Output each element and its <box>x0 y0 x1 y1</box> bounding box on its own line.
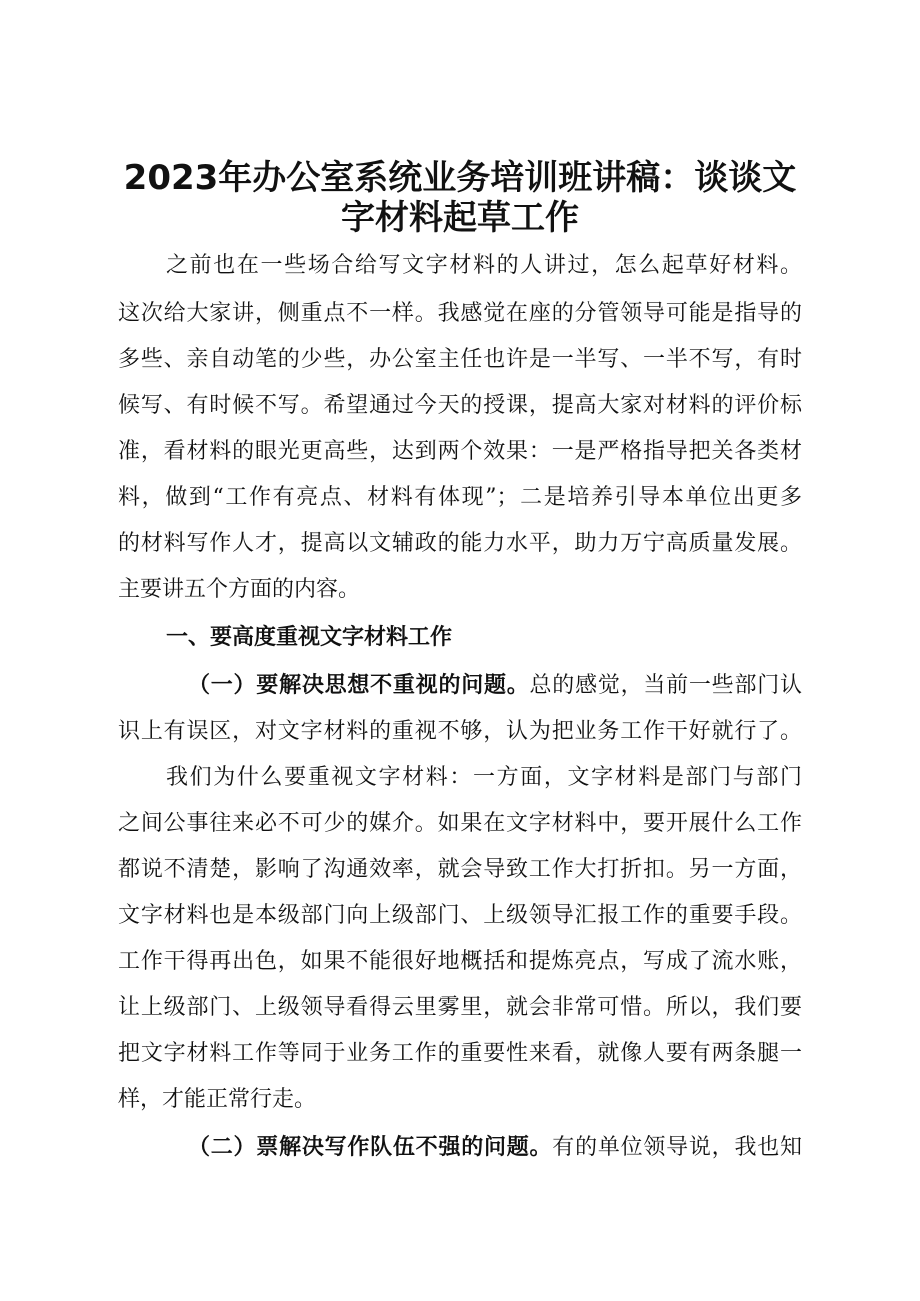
intro-line-6: 料，做到“工作有亮点、材料有体现”；二是培养引导本单位出更多 <box>118 485 802 510</box>
subsection-1-line-1 <box>188 666 802 706</box>
intro-line-5: 准，看材料的眼光更高些，达到两个效果：一是严格指导把关各类材 <box>118 439 802 464</box>
para2-line-3: 都说不清楚，影响了沟通效率，就会导致工作大打折扣。另一方面， <box>118 857 802 882</box>
subsection-2-line-1 <box>188 1128 802 1168</box>
subsection-2-line-1-rest: 有的单位领导说，我也知 <box>552 1135 802 1160</box>
para2-line-8: 样，才能正常行走。 <box>118 1087 317 1112</box>
section-heading-1: 一、要高度重视文字材料工作 <box>166 625 453 650</box>
intro-line-1: 之前也在一些场合给写文字材料的人讲过，怎么起草好材料。 <box>166 253 802 278</box>
intro-line-8: 主要讲五个方面的内容。 <box>118 577 361 602</box>
para2-line-2: 之间公事往来必不可少的媒介。如果在文字材料中，要开展什么工作 <box>118 811 802 836</box>
para2-line-4: 文字材料也是本级部门向上级部门、上级领导汇报工作的重要手段。 <box>118 903 802 928</box>
para2-line-1: 我们为什么要重视文字材料：一方面，文字材料是部门与部门 <box>166 765 802 790</box>
document-title-line-1: 2023年办公室系统业务培训班讲稿：谈谈文 <box>123 158 797 198</box>
intro-line-4: 候写、有时候不写。希望通过今天的授课，提高大家对材料的评价标 <box>118 393 802 418</box>
para2-line-6: 让上级部门、上级领导看得云里雾里，就会非常可惜。所以，我们要 <box>118 995 802 1020</box>
document-title-line-2: 字材料起草工作 <box>341 198 579 238</box>
para2-line-5: 工作干得再出色，如果不能很好地概括和提炼亮点，写成了流水账， <box>118 949 802 974</box>
subsection-1-line-2: 识上有误区，对文字材料的重视不够，认为把业务工作干好就行了。 <box>118 719 802 744</box>
subsection-1-line-1-rest: 总的感觉，当前一些部门认 <box>529 673 802 698</box>
intro-line-7: 的材料写作人才，提高以文辅政的能力水平，助力万宁高质量发展。 <box>118 531 802 556</box>
subsection-1-lead: （一）要解决思想不重视的问题。 <box>188 673 530 698</box>
intro-line-3: 多些、亲自动笔的少些，办公室主任也许是一半写、一半不写，有时 <box>118 347 802 372</box>
subsection-2-lead: （二）票解决写作队伍不强的问题。 <box>188 1135 553 1160</box>
para2-line-7: 把文字材料工作等同于业务工作的重要性来看，就像人要有两条腿一 <box>118 1041 802 1066</box>
intro-line-2: 这次给大家讲，侧重点不一样。我感觉在座的分管领导可能是指导的 <box>118 301 802 326</box>
